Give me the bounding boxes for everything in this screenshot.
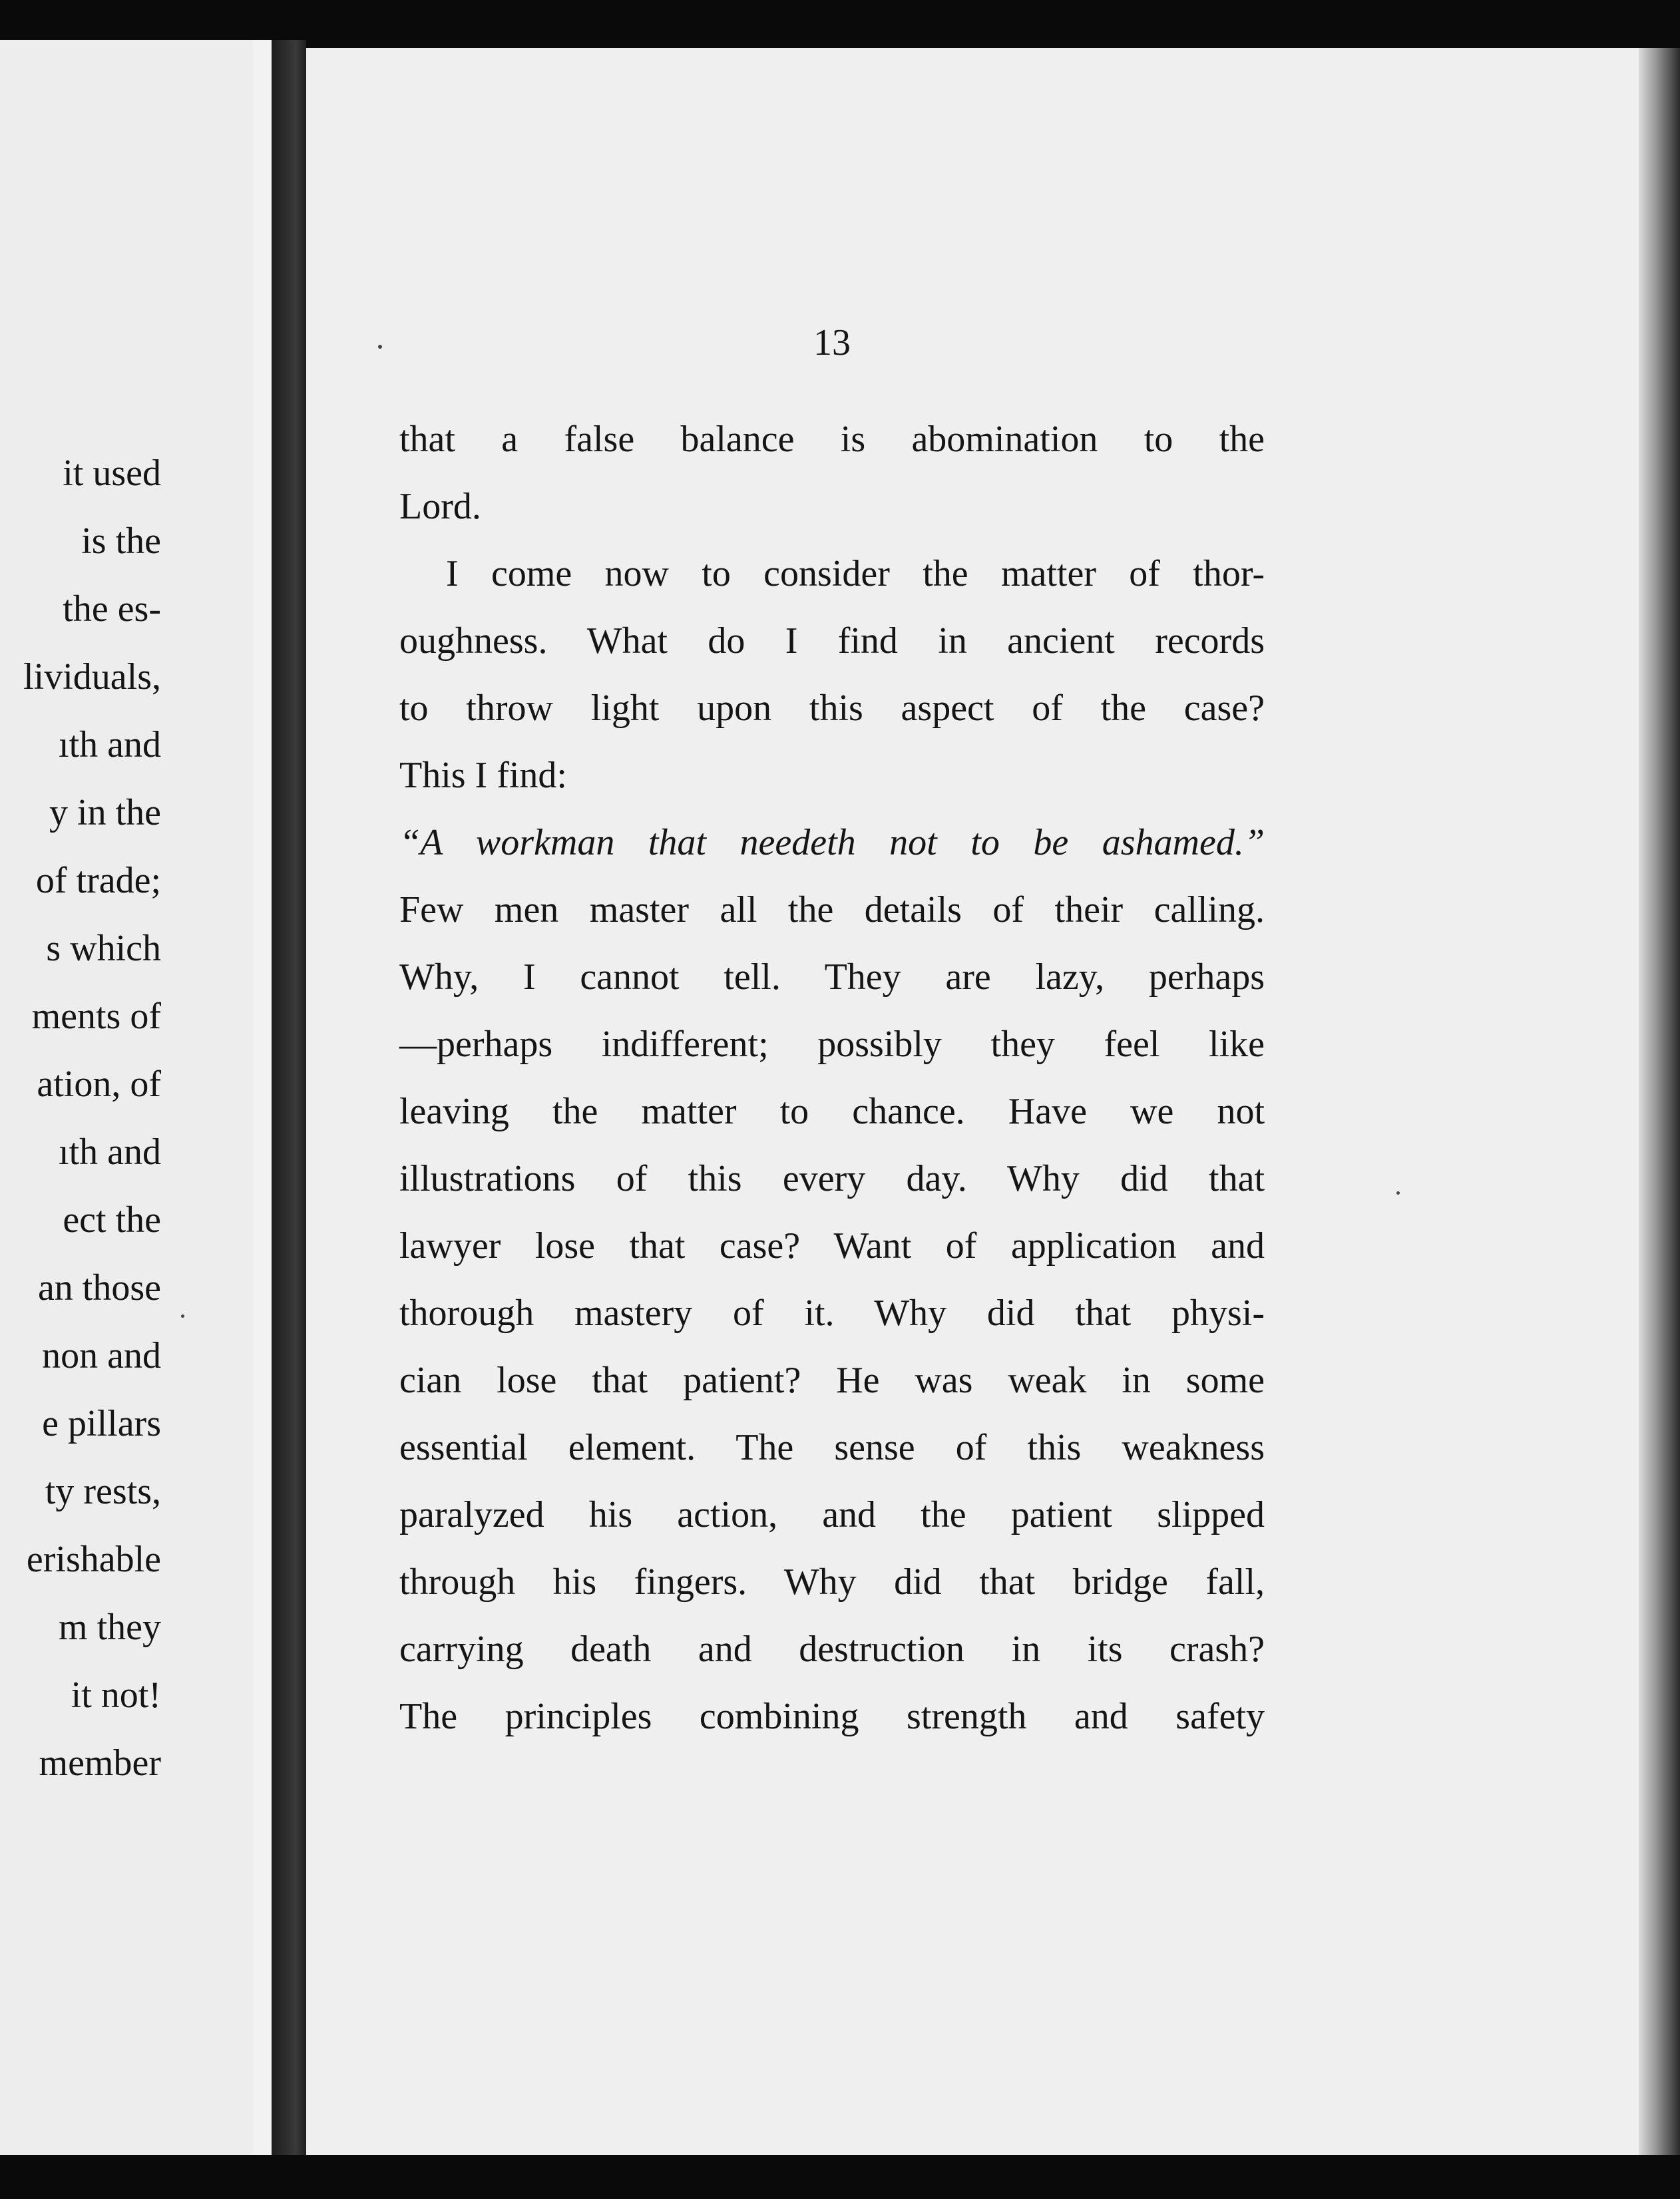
left-line: ıth and bbox=[59, 1131, 161, 1173]
left-line: ments of bbox=[31, 996, 161, 1037]
text-line: oughness. What do I find in ancient records bbox=[399, 620, 1265, 662]
left-line: is the bbox=[81, 520, 161, 562]
quote-line: “A workman that needeth not to be ashamed.” bbox=[399, 822, 1265, 863]
book-gutter bbox=[272, 40, 306, 2156]
left-line: non and bbox=[42, 1335, 161, 1376]
left-line: an those bbox=[37, 1267, 161, 1308]
left-line: s which bbox=[46, 928, 161, 969]
text-line: lawyer lose that case? Want of application and bbox=[399, 1225, 1265, 1267]
left-page bbox=[0, 40, 253, 2156]
left-line: e pillars bbox=[42, 1403, 161, 1444]
page-body-text bbox=[399, 406, 1265, 1750]
left-line: y in the bbox=[49, 792, 161, 833]
text-line: Lord. bbox=[399, 486, 481, 527]
text-line: carrying death and destruction in its crash? bbox=[399, 1629, 1265, 1670]
text-line: through his fingers. Why did that bridge fall, bbox=[399, 1561, 1265, 1603]
left-line: lividuals, bbox=[23, 656, 161, 698]
left-line: ty rests, bbox=[45, 1471, 161, 1512]
text-line: —perhaps indifferent; possibly they feel like bbox=[399, 1024, 1265, 1065]
text-line: to throw light upon this aspect of the case? bbox=[399, 688, 1265, 729]
left-line: of trade; bbox=[35, 860, 161, 901]
left-line: ıth and bbox=[59, 724, 161, 765]
text-line: Few men master all the details of their calling. bbox=[399, 889, 1265, 930]
text-line: cian lose that patient? He was weak in some bbox=[399, 1360, 1265, 1401]
text-line: paralyzed his action, and the patient slipped bbox=[399, 1494, 1265, 1535]
left-line: ation, of bbox=[37, 1064, 161, 1105]
text-line: thorough mastery of it. Why did that physi- bbox=[399, 1293, 1265, 1334]
text-line: leaving the matter to chance. Have we not bbox=[399, 1091, 1265, 1132]
page-number: 13 bbox=[813, 322, 851, 363]
text-line: that a false balance is abomination to the bbox=[399, 419, 1265, 460]
left-page-text bbox=[0, 439, 161, 1797]
text-line: essential element. The sense of this weakness bbox=[399, 1427, 1265, 1468]
left-line: it used bbox=[63, 453, 161, 494]
left-line: m they bbox=[59, 1607, 161, 1648]
left-line: erishable bbox=[26, 1539, 161, 1580]
scan-speck bbox=[378, 345, 382, 349]
text-line: illustrations of this every day. Why did that bbox=[399, 1158, 1265, 1199]
right-page-edge bbox=[1639, 48, 1680, 2158]
left-line: member bbox=[39, 1742, 161, 1784]
left-line: ect the bbox=[63, 1199, 161, 1241]
text-line: The principles combining strength and safety bbox=[399, 1696, 1265, 1737]
text-line: This I find: bbox=[399, 755, 567, 796]
text-line: Why, I cannot tell. They are lazy, perhaps bbox=[399, 956, 1265, 998]
left-line: the es- bbox=[63, 588, 161, 630]
left-line: it not! bbox=[71, 1675, 161, 1716]
scan-speck bbox=[181, 1314, 184, 1318]
scan-border-bottom bbox=[0, 2155, 1680, 2199]
scan-speck bbox=[1396, 1191, 1400, 1195]
text-line: I come now to consider the matter of thor- bbox=[446, 553, 1265, 594]
